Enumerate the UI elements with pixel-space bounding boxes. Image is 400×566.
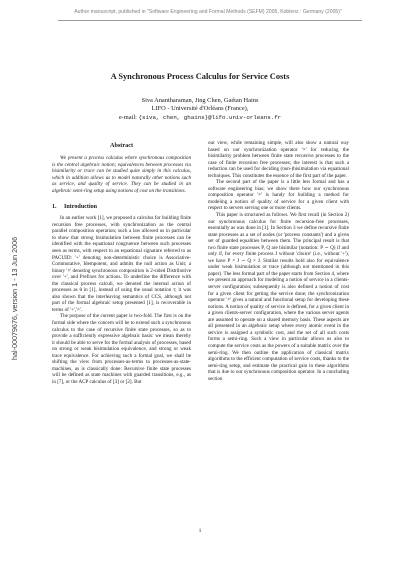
author-email-line (40, 114, 360, 122)
header-divider (58, 20, 362, 21)
abstract-heading: Abstract (109, 142, 134, 149)
section-title: Introduction (64, 204, 98, 211)
body-paragraph: This paper is structured as follows. We first recall (in Section 2) our synchronous calculus for finite recursion-free processes, essentially as was done in [1]. In Section 3 we define recursive finite state processes as a set of nodes (or 'process constants') and a given set of guarded equalities between them. The principal result is that two finite state processes P, Q are bisimilar (notation: P ∼ Q) if and only if, for every finite process J without 'choice' (i.e., without '+'), we have P × J ∼ Q × J. Similar results hold also for equivalence under weak bisimulation or trace (although not mentioned in this paper). The less formal part of the paper starts from Section 4, where we present an approach for modeling a notion of service in a clients-server configuration; subsequently is also defined a notion of cost for a given client for getting the service done; the synchronization operator '×' gives a natural and functional setup for developing these notions. A notion of quality of service is defined, for a given client in a given clients-server configuration, where the various server agents are assumed to operate on a shared memory basis. These aspects are all presented in an algebraic setup where every atomic event in the service is assigned a symbolic cost, and the set of all such costs forms a semi-ring. Such a view in particular allows us also to compute the service costs as the powers of a suitable matrix over the semi-ring. We then outline the application of classical matrix algorithms to the efficient computation of service costs, thanks to the semi-ring setup, and estimate the practical gain in these algorithms that is due to our synchronous composition operator. In a concluding section (208, 212, 349, 382)
section-heading (52, 204, 191, 210)
paper-title: A Synchronous Process Calculus for Service Costs (110, 72, 290, 81)
abstract-text: We present a process calculus where synchronous composition is the central algebraic notion; equivalences between processes via bisimilarity or trace can be studied quite simply in this calculus, which in addition allows us to model naturally other notions such as service, and quality of service. They can be studied in an algebraic semi-ring setup using notions of cost on the transitions. (52, 155, 191, 194)
author-affiliation: LIFO - Université d'Orléans (France), (151, 105, 249, 113)
author-block (40, 97, 360, 122)
hal-identifier-text: hal-00079676, version 1 - 13 Jun 2006 (10, 236, 19, 360)
hal-identifier (10, 180, 20, 360)
email-label: e-mail: (118, 113, 139, 121)
body-paragraph: The second part of the paper is a little less formal and has a software engineering bias; we show there how our synchronous composition operator '×' is handy for building a method for modeling a notion of quality of service for a given client with respect to servers serving one or more clients. (208, 179, 349, 212)
left-column (52, 140, 191, 386)
section-number: 1. (52, 204, 57, 211)
body-paragraph: In an earlier work [1], we proposed a calculus for building finite recursion free processes, with synchronization as the central parallel composition operation; such a law allowed us in particular to show that strong bisimulation between finite processes can be identified with the equational congruence between such processes seen as terms, with respect to an equational signature referred to as PACUID: '+' denoting non-deterministic choice is Associative-Commutative, Idempotent, and admits the null action as Unit; a binary '×' denoting synchronous composition is 2-sided Distributive over '+', and Prefixes for actions. To underline the difference with the classical process calculi, we denoted the internal action of processes as θ in [1], instead of using the usual notation τ; it was also shown that the interleaving semantics of CCS, although not part of the formal algebraic setup presented [1], is recoverable in terms of '+','×'. (52, 215, 191, 313)
author-names: Siva Anantharaman, Jing Chen, Gaétan Hains (141, 97, 259, 104)
right-column (208, 140, 349, 382)
author-email: {siva, chen, ghains}@lifo.univ-orleans.fr (138, 113, 282, 121)
publication-note: Author manuscript, published in "Software Engineering and Formal Methods (SEFM) 2005, Koblenz : Germany (2005)" (74, 9, 342, 15)
body-paragraph: our view, while remaining simple, will also show a natural way based on our synchronization operator '×' for reducing the bisimilarity problem between finite state recursive processes to the case of finite recursion free processes; the interest is that such a reduction can be used for deciding (non-)bisimulation via equational techniques. This constitutes the essence of the first part of the paper. (208, 140, 349, 179)
page-number: 1 (198, 528, 202, 534)
body-paragraph: The purpose of the current paper is two-fold. The first is on the formal side where the concern will be to extend such a synchronous calculus to the case of recursive finite state processes, so as to provide a sufficiently expressive algebraic basis: we mean thereby it should be able to serve for the formal analysis of processes, based on strong or weak bisimulation equivalence, and strong or weak trace equivalence. For achieving such a formal goal, we shall be shifting the view from processes-as-terms to processes-as-state-machines, as is classically done: Recursive finite state processes will be defined as state machines with guarded transitions, e.g., as in [7], or the ACP calculus of [3] or [2]. But (52, 313, 191, 385)
